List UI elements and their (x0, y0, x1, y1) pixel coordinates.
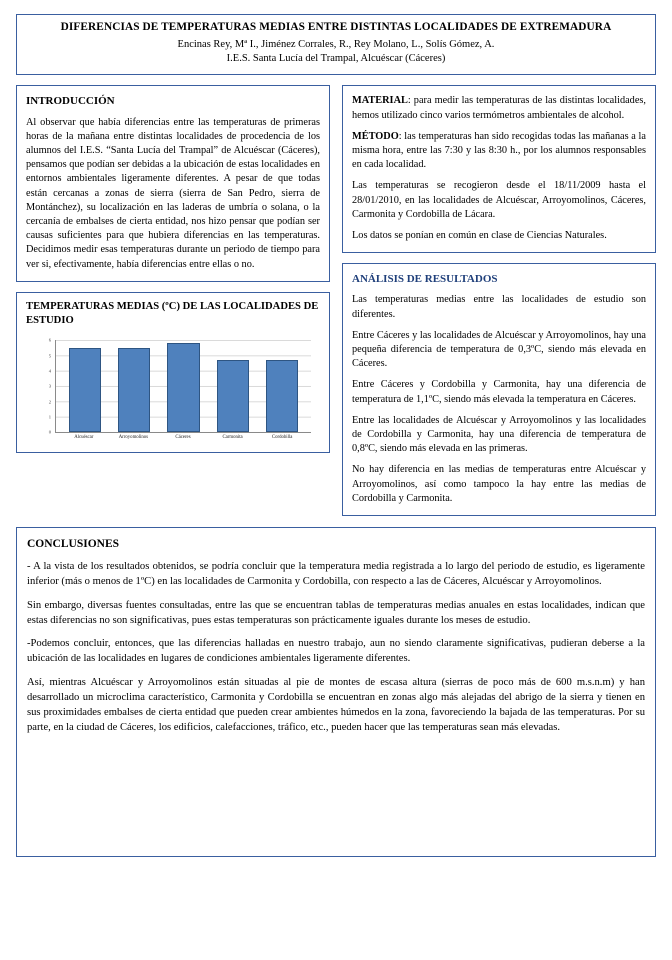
y-tick: 3 (48, 383, 51, 389)
chart-x-axis-labels (55, 433, 311, 440)
columns-container (16, 85, 656, 516)
x-tick: Alcuéscar (74, 435, 94, 441)
analysis-p4: Entre las localidades de Alcuéscar y Arroyomolinos y las localidades de Cordobilla y Carmonita, hay una diferencia de temperatura de 0,8ºC, siendo más elevada en las primeras. (352, 414, 646, 455)
chart-bars (56, 340, 311, 432)
conclusions-p1: - A la vista de los resultados obtenidos, se podría concluir que la temperatura media registrada a lo largo del periodo de estudio, es ligeramente inferior (más o menos de 1ºC) en las localidades de Carmonita y Cordobilla, con respecto a las de Cáceres, Alcuéscar y Arroyomolinos. (27, 561, 645, 587)
x-tick: Carmonita (222, 435, 243, 441)
chart-bar (266, 360, 298, 432)
analysis-panel (342, 263, 656, 516)
metodo-paragraph-3: Los datos se ponían en común en clase de Ciencias Naturales. (352, 229, 607, 241)
conclusions-heading: CONCLUSIONES (27, 537, 120, 550)
left-column (16, 85, 330, 453)
chart-plot (55, 340, 311, 433)
authors-line: Encinas Rey, Mª I., Jiménez Corrales, R., Rey Molano, L., Solís Gómez, A. (177, 39, 495, 50)
analysis-p2: Entre Cáceres y las localidades de Alcuéscar y Arroyomolinos, hay una pequeña diferencia de temperatura de 0,3ºC, siendo más elevada en Cáceres. (352, 329, 646, 370)
conclusions-panel (16, 527, 656, 857)
y-tick: 0 (48, 429, 51, 435)
metodo-text: : las temperaturas han sido recogidas todas las mañanas a la misma hora, entre las 7:30 y las 8:30 h., por los alumnos responsables en cada localidad. (352, 130, 646, 171)
chart-plot-wrapper (29, 337, 317, 448)
conclusions-p2: Sin embargo, diversas fuentes consultadas, entre las que se encuentran tablas de temperaturas medias anuales en estas localidades, indican que estas diferencias no son significativas, pues estas temperaturas son prácticamente iguales durante los meses de estudio. (27, 599, 645, 626)
title-block (16, 14, 656, 75)
x-tick: Cordobilla (271, 435, 293, 441)
analysis-p3: Entre Cáceres y Cordobilla y Carmonita, hay una diferencia de temperatura de 1,1ºC, siendo más elevada la temperatura en Cáceres. (352, 379, 646, 405)
y-tick: 5 (48, 353, 51, 359)
chart-heading: TEMPERATURAS MEDIAS (ºC) DE LAS LOCALIDADES DE ESTUDIO (26, 300, 319, 327)
introduction-heading: INTRODUCCIÓN (26, 95, 115, 108)
analysis-p1: Las temperaturas medias entre las localidades de estudio son diferentes. (352, 294, 646, 320)
chart-bar (118, 348, 150, 432)
metodo-paragraph-2: Las temperaturas se recogieron desde el 18/11/2009 hasta el 28/01/2010, en las localidades de Alcuéscar, Arroyomolinos, Cáceres, Carmonita y Cordobilla de Lácara. (352, 180, 646, 220)
y-tick: 1 (48, 414, 51, 420)
conclusions-p4: Así, mientras Alcuéscar y Arroyomolinos están situadas al pie de montes de escasa altura (sierras de poco más de 600 m.s.n.m) y han desarrollado un microclima característico, Carmonita y Cordobilla se encuentran en zonas algo más alejadas del abrigo de la sierra y tienen en sus proximidades embalses de cierta entidad que pueden crear ambientes húmedos en la zona, favoreciendo la bajada de las temperaturas. Por su parte, en la ciudad de Cáceres, los edificios, calefacciones, tráfico, etc., pueden hacer que las temperaturas sean más elevadas. (27, 677, 645, 733)
material-method-panel (342, 85, 656, 253)
chart-bar (167, 343, 199, 432)
chart-panel (16, 292, 330, 454)
chart-y-axis-labels (29, 337, 53, 435)
metodo-paragraph (352, 130, 646, 173)
x-tick: Cáceres (175, 435, 191, 441)
material-label: MATERIAL (352, 95, 408, 107)
chart-bar (217, 360, 249, 432)
material-text: : para medir las temperaturas de las distintas localidades, hemos utilizado cinco varios termómetros ambientales de alcohol. (352, 95, 646, 121)
right-column (342, 85, 656, 516)
chart-bar (69, 348, 101, 432)
y-tick: 6 (48, 337, 51, 343)
chart-area (17, 334, 329, 452)
material-paragraph (352, 94, 646, 122)
analysis-heading: ANÁLISIS DE RESULTADOS (352, 273, 498, 286)
analysis-p5: No hay diferencia en las medias de temperaturas entre Alcuéscar y Arroyomolinos, así como tampoco la hay entre las medias de Cordobilla y Carmonita. (352, 464, 646, 504)
y-tick: 4 (48, 368, 51, 374)
affiliation-line: I.E.S. Santa Lucía del Trampal, Alcuéscar (Cáceres) (226, 53, 446, 65)
introduction-panel (16, 85, 330, 281)
conclusions-p3: -Podemos concluir, entonces, que las diferencias halladas en nuestro trabajo, aun no siendo claramente significativas, pudieran deberse a la ubicación de las localidades en lugares de condiciones ambientales ligeramente diferentes. (27, 638, 645, 665)
introduction-text: Al observar que había diferencias entre las temperaturas de primeras horas de la mañana entre distintas localidades de procedencia de los alumnos del I.E.S. “Santa Lucía del Trampal” de Alcuéscar (Cáceres), pensamos que podían ser debidas a la ubicación de estas localidades en entornos ambientales ligeramente diferentes. A pesar de que todas están cercanas a zonas de sierra (sierra de San Pedro, sierra de Montánchez), su localización en las laderas de umbría o solana, o la cercanía de embalses de cierta entidad, nos hizo pensar que podían ser causas suficientes para que hubiera diferencias en las temperaturas. Decidimos medir esas temperaturas durante un periodo de tiempo para ver si, efectivamente, había diferencias entre ellas o no. (26, 116, 320, 270)
y-tick: 2 (48, 399, 51, 405)
page-title: DIFERENCIAS DE TEMPERATURAS MEDIAS ENTRE DISTINTAS LOCALIDADES DE EXTREMADURA (60, 21, 612, 33)
x-tick: Arroyomolinos (118, 435, 149, 441)
metodo-label: MÉTODO (352, 130, 399, 142)
